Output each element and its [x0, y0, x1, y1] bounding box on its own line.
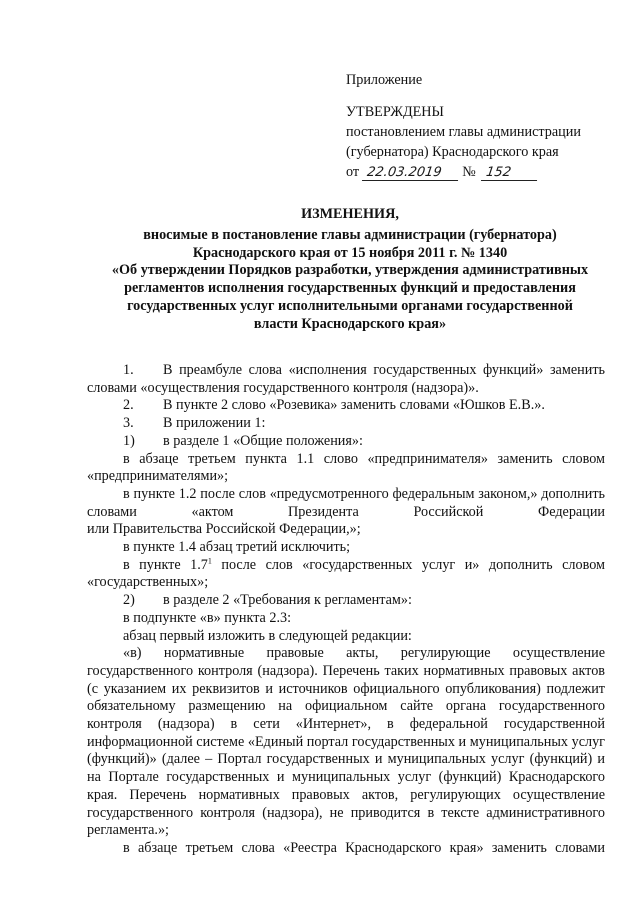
paragraph-12: «в) нормативные правовые акты, регулирующие осуществление государственного контроля (надзора). Перечень таких нормативных правовых актов (с указанием их реквизитов и источников официального опубликования) подлежит обязательному размещению на официальном сайте органа государственного контроля (надзора) в сети «Интернет», в федеральной государственной информационной системе «Единый портал государственных и муниципальных услуг (функций)» (далее – Портал государственных и муниципальных услуг (функций) и на Портале государственных и муниципальных услуг (функций) Краснодарского края. Перечень нормативных правовых актов, регулирующих осуществление государственного контроля (надзора), не приводится в тексте административного регламента.»;	[87, 645, 605, 839]
paragraph-11: абзац первый изложить в следующей редакции:	[123, 627, 412, 644]
appendix-label: Приложение	[346, 72, 423, 88]
approved-label: УТВЕРЖДЕНЫ	[346, 104, 444, 120]
paragraph-text: в разделе 2 «Требования к регламентам»:	[163, 592, 412, 609]
heading-line-1: вносимые в постановление главы администрации (губернатора)	[143, 226, 557, 243]
paragraph-3	[87, 415, 605, 433]
paragraph-4	[87, 433, 605, 451]
heading-line-2: Краснодарского края от 15 ноября 2011 г. № 1340	[192, 244, 508, 261]
heading-line-3: «Об утверждении Порядков разработки, утверждения административных	[111, 262, 589, 279]
paragraph-text: в пункте 1.7	[123, 556, 208, 573]
item-number: 1)	[123, 432, 135, 449]
approval-block	[346, 70, 626, 182]
paragraph-text: В преамбуле слова «исполнения государственных функций» заменить словами «осуществления государственного контроля (надзора)».	[87, 362, 605, 396]
paragraph-5: в абзаце третьем пункта 1.1 слово «предпринимателя» заменить словом «предпринимателями»;	[87, 450, 605, 485]
paragraph-6b: или Правительства Российской Федерации,»;	[87, 521, 361, 538]
paragraph-2	[87, 397, 605, 415]
approval-line-2: (губернатора) Краснодарского края	[346, 144, 559, 160]
item-number: 2)	[123, 592, 135, 609]
paragraph-text: В приложении 1:	[163, 415, 266, 432]
document-heading	[80, 206, 620, 334]
handwritten-number: 152	[481, 166, 539, 181]
paragraph-text: В пункте 2 слово «Розевика» заменить словами «Юшков Е.В.».	[163, 397, 545, 414]
paragraph-1	[87, 362, 605, 397]
superscript: 1	[207, 556, 212, 565]
heading-title: ИЗМЕНЕНИЯ,	[301, 206, 399, 222]
paragraph-7: в пункте 1.4 абзац третий исключить;	[123, 539, 351, 556]
paragraph-10: в подпункте «в» пункта 2.3:	[123, 609, 292, 626]
item-number: 3.	[123, 415, 134, 432]
number-label: №	[462, 164, 476, 180]
approval-line-1: постановлением главы администрации	[346, 124, 581, 140]
handwritten-date: 22.03.2019	[362, 166, 460, 181]
item-number: 2.	[123, 397, 134, 414]
paragraph-9	[87, 592, 605, 610]
paragraph-text: после слов «государственных услуг и» дополнить словом «государственных»;	[87, 556, 605, 591]
heading-line-6: власти Краснодарского края»	[253, 315, 447, 332]
paragraph-8	[87, 557, 605, 592]
item-number: 1.	[123, 362, 134, 378]
paragraph-6a: в пункте 1.2 после слов «предусмотренного федеральным законом,» дополнить словами «актом Президента Российской Федерации	[87, 485, 605, 520]
paragraph-text: в разделе 1 «Общие положения»:	[163, 432, 363, 449]
heading-line-4: регламентов исполнения государственных функций и предоставления	[124, 280, 576, 297]
heading-line-5: государственных услуг исполнительными органами государственной	[127, 297, 573, 314]
paragraph-13: в абзаце третьем слова «Реестра Краснодарского края» заменить словами	[123, 839, 605, 856]
approval-date-line	[346, 162, 626, 182]
document-body	[87, 362, 605, 858]
from-label: от	[346, 164, 360, 180]
